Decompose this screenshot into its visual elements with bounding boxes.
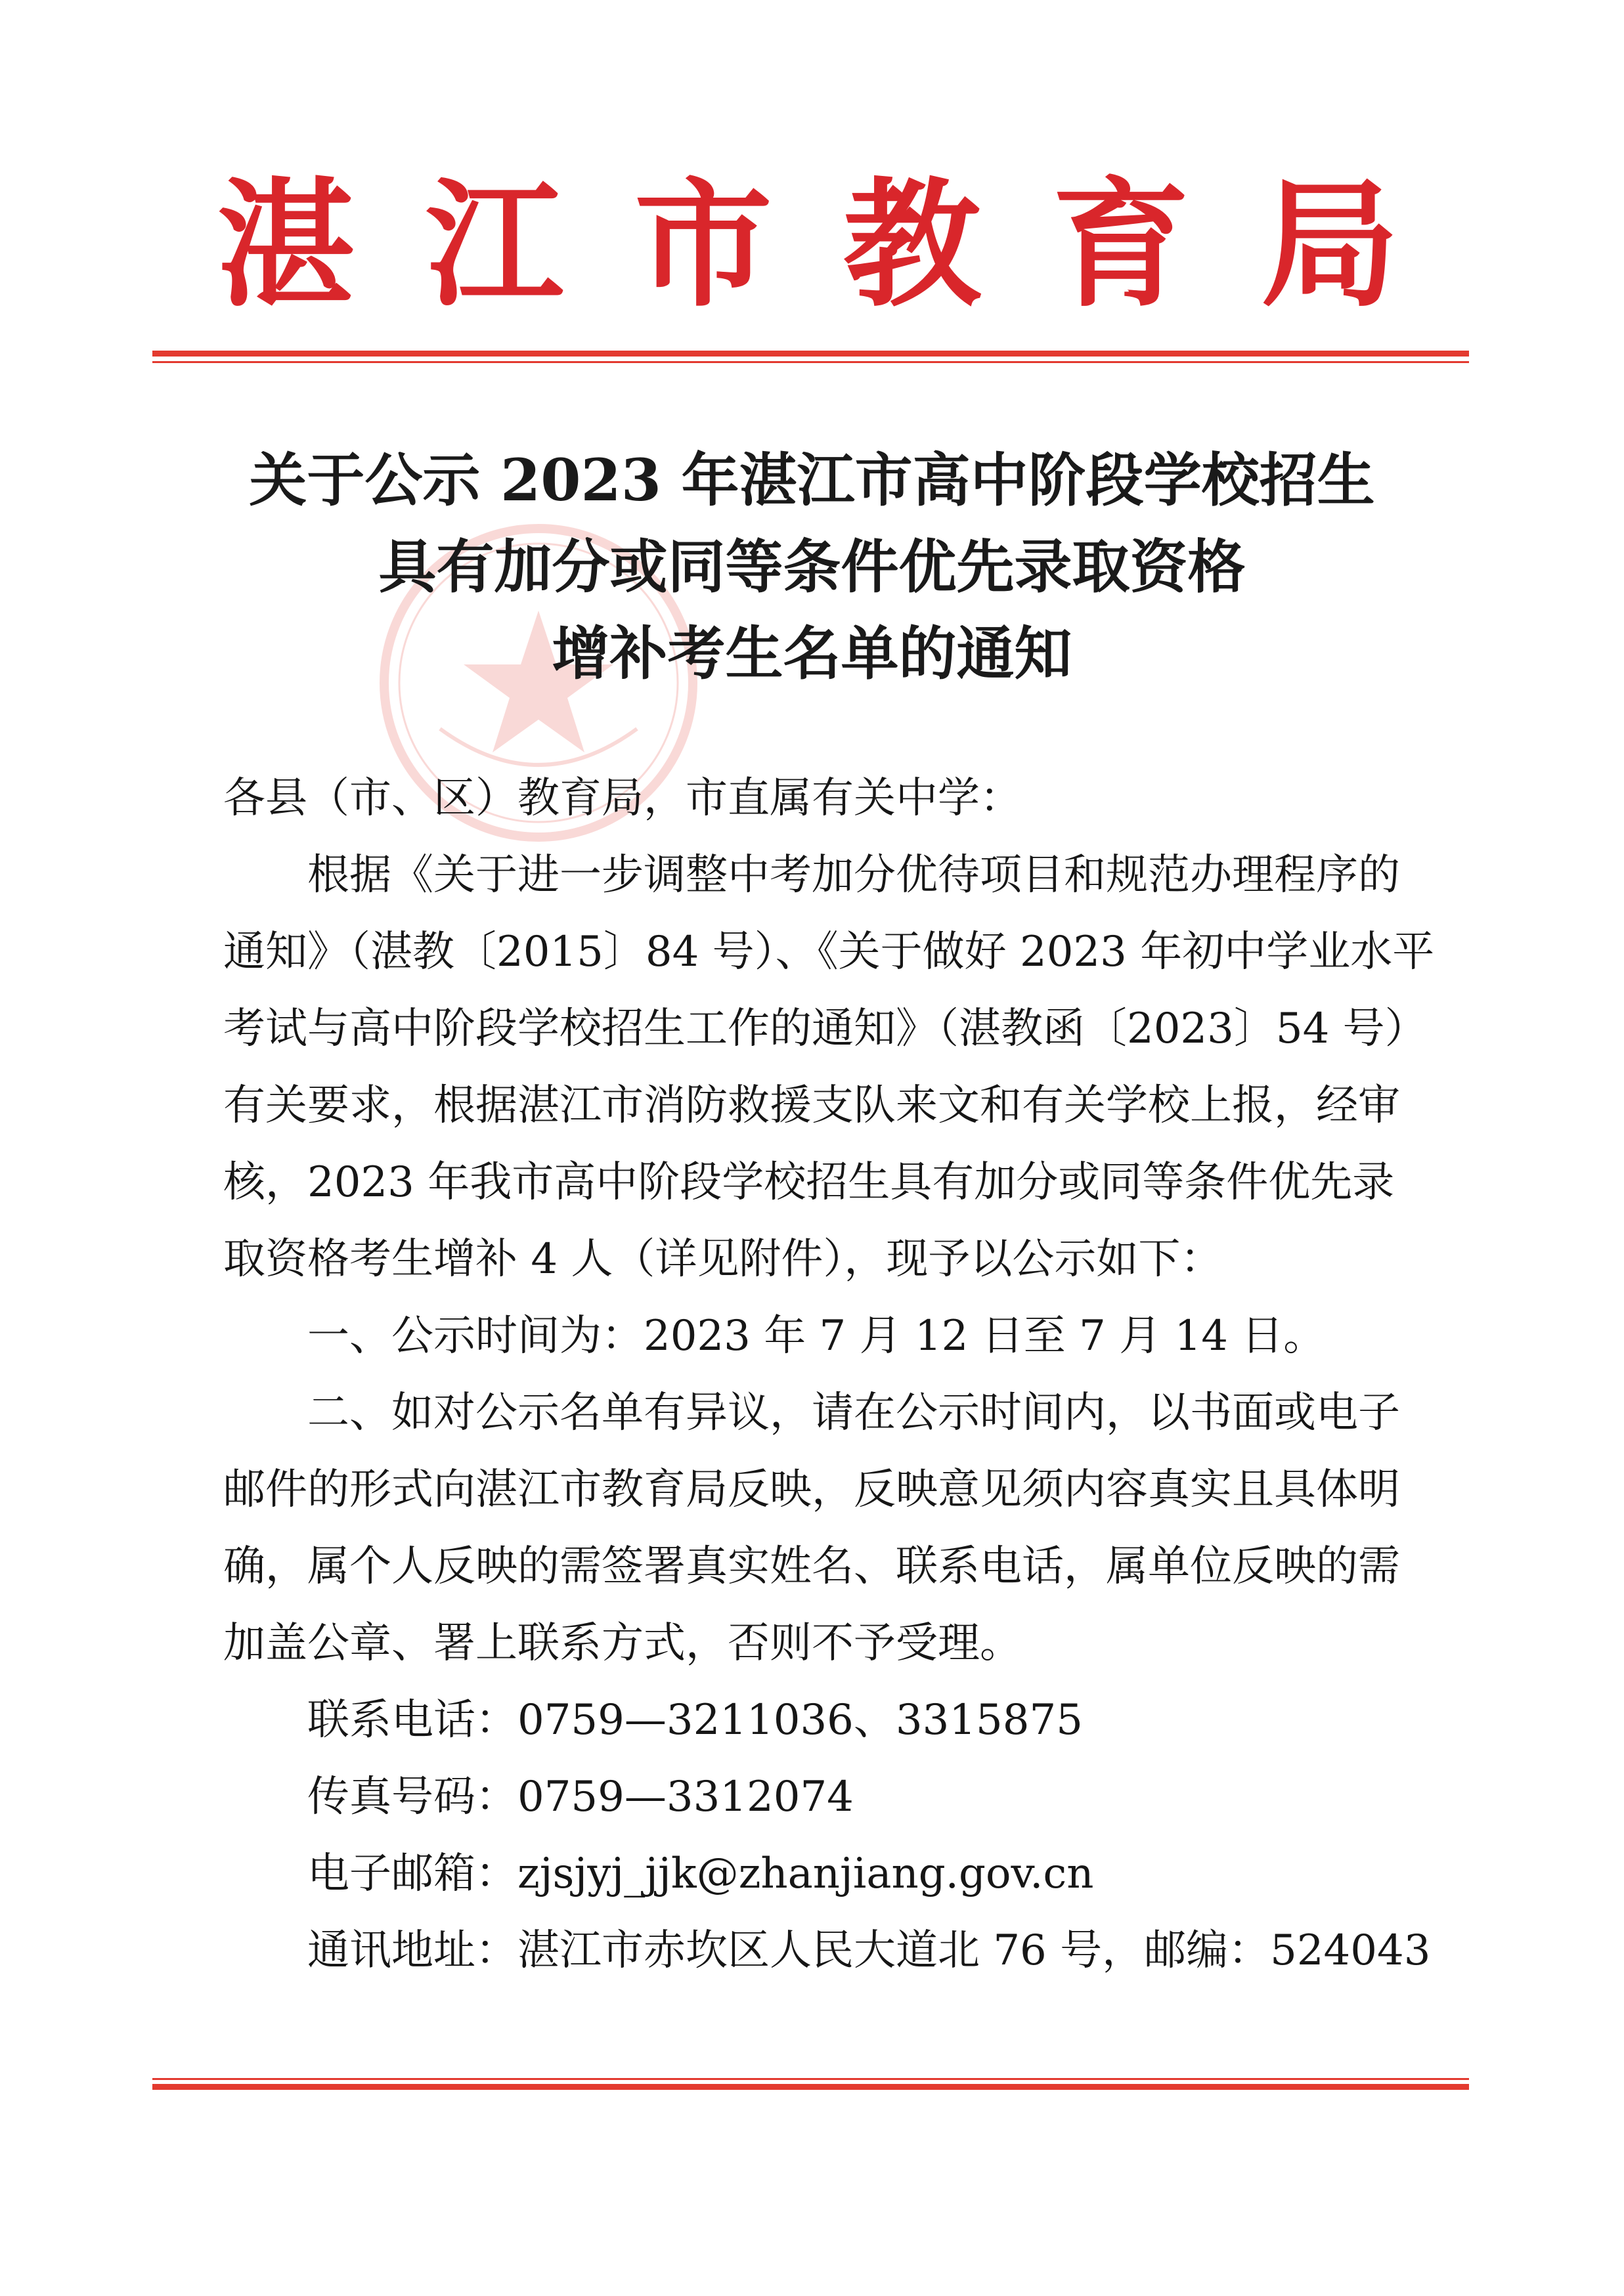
- footer-rule-thick: [152, 2084, 1469, 2090]
- header-rule-thick: [152, 351, 1469, 357]
- document-title: [131, 437, 1493, 697]
- contact-phone: 联系电话：0759—3211036、3315875: [307, 1696, 1083, 1744]
- header-rule-thin: [152, 361, 1469, 363]
- header-char: 局: [1260, 163, 1399, 326]
- footer-rule-thin: [152, 2078, 1469, 2080]
- item-2: [223, 1375, 1425, 1682]
- contact-email: 电子邮箱：zjsjyj_jjk@zhanjiang.gov.cn: [307, 1850, 1094, 1898]
- paragraph-line: 根据《关于进一步调整中考加分优待项目和规范办理程序的: [307, 851, 1400, 899]
- header-char: 教: [843, 163, 981, 326]
- paragraph-line: 通知》（湛教〔2015〕84 号）、《关于做好 2023 年初中学业水平: [223, 928, 1435, 976]
- paragraph-line: 加盖公章、署上联系方式，否则不予受理。: [223, 1619, 1022, 1668]
- contact-address: 通讯地址：湛江市赤坎区人民大道北 76 号，邮编：524043: [307, 1926, 1431, 1975]
- paragraph-line: 有关要求，根据湛江市消防救援支队来文和有关学校上报，经审: [223, 1081, 1400, 1130]
- paragraph-1: [223, 837, 1435, 1298]
- paragraph-line: 取资格考生增补 4 人（详见附件），现予以公示如下：: [223, 1235, 1223, 1284]
- header-char: 育: [1051, 163, 1190, 326]
- paragraph-line: 考试与高中阶段学校招生工作的通知》（湛教函〔2023〕54 号）: [223, 1005, 1427, 1053]
- salutation: 各县（市、区）教育局，市直属有关中学：: [223, 774, 1022, 823]
- contact-fax: 传真号码：0759—3312074: [307, 1773, 854, 1821]
- title-line-3: 增补考生名单的通知: [552, 619, 1072, 687]
- header-char: 湛: [217, 163, 355, 326]
- title-line-2: 具有加分或同等条件优先录取资格: [378, 532, 1246, 601]
- item-1-text: 一、公示时间为：2023 年 7 月 12 日至 7 月 14 日。: [307, 1312, 1326, 1360]
- paragraph-line: 二、如对公示名单有异议，请在公示时间内，以书面或电子: [307, 1389, 1400, 1437]
- contact-info: [307, 1682, 1430, 1989]
- paragraph-line: 核，2023 年我市高中阶段学校招生具有加分或同等条件优先录: [223, 1158, 1395, 1207]
- paragraph-line: 邮件的形式向湛江市教育局反映，反映意见须内容真实且具体明: [223, 1465, 1400, 1514]
- header-char: 市: [634, 163, 772, 326]
- header-organization-name: [217, 163, 1399, 326]
- item-1: [223, 1298, 1425, 1375]
- title-line-1: 关于公示 2023 年湛江市高中阶段学校招生: [249, 446, 1375, 514]
- paragraph-line: 确，属个人反映的需签署真实姓名、联系电话，属单位反映的需: [223, 1542, 1400, 1591]
- header-char: 江: [425, 163, 563, 326]
